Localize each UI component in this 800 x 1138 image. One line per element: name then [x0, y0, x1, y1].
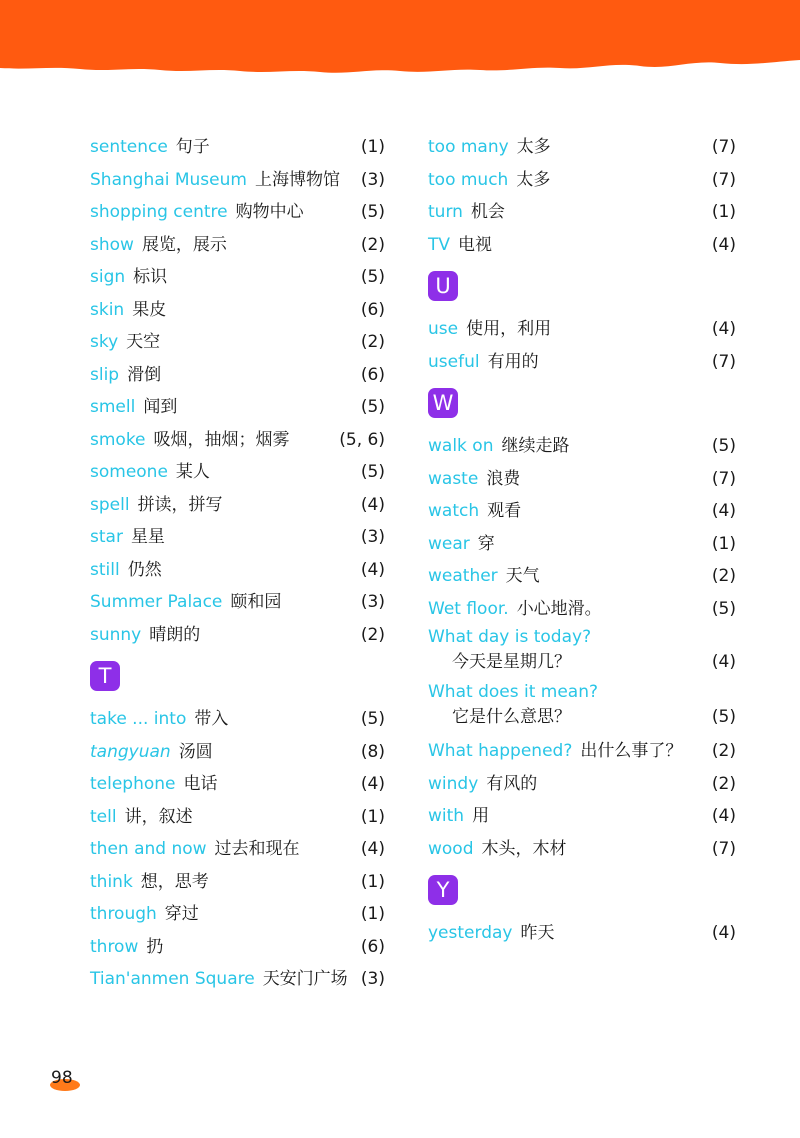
english-term: too much	[428, 169, 509, 190]
chinese-meaning: 机会	[470, 202, 505, 222]
chinese-meaning: 穿	[477, 533, 495, 554]
list-item	[428, 735, 736, 768]
chinese-meaning: 仍然	[127, 559, 162, 580]
chinese-meaning: 天空	[126, 332, 161, 352]
list-item	[90, 768, 385, 801]
chinese-meaning: 天安门广场	[262, 969, 348, 989]
chinese-meaning: 标识	[133, 267, 168, 287]
list-item	[90, 833, 385, 866]
chinese-meaning: 购物中心	[235, 202, 304, 222]
chinese-meaning: 拼读，拼写	[137, 494, 223, 515]
english-term: What day is today?	[428, 627, 592, 647]
chinese-meaning: 昨天	[520, 923, 555, 943]
list-item	[90, 963, 385, 996]
english-term: turn	[428, 202, 463, 222]
page-number	[49, 1064, 81, 1096]
english-term: wood	[428, 838, 474, 859]
left-column	[90, 131, 385, 996]
english-term: someone	[90, 462, 168, 482]
unit-ref: (2)	[360, 234, 385, 255]
unit-ref: (7)	[711, 468, 736, 489]
unit-ref: (2)	[711, 566, 736, 586]
unit-ref: (5)	[360, 397, 385, 417]
list-item	[428, 229, 736, 262]
unit-ref: (7)	[711, 169, 736, 190]
english-term: smell	[90, 397, 136, 417]
list-item	[428, 560, 736, 593]
list-item	[90, 736, 385, 769]
unit-ref: (5)	[711, 436, 736, 456]
letter-badge: W	[428, 388, 458, 418]
section-letter-t	[90, 651, 385, 703]
chinese-meaning: 电话	[183, 774, 218, 794]
english-term: yesterday	[428, 923, 513, 943]
unit-ref: (4)	[711, 501, 736, 521]
list-item	[90, 489, 385, 522]
english-term: Tian'anmen Square	[90, 969, 255, 989]
header-band	[0, 0, 800, 95]
list-item	[428, 430, 736, 463]
unit-ref: (5)	[360, 709, 385, 729]
unit-ref: (1)	[711, 533, 736, 554]
list-item	[90, 196, 385, 229]
list-item	[428, 196, 736, 229]
chinese-meaning: 使用，利用	[466, 319, 552, 339]
unit-ref: (4)	[360, 774, 385, 794]
english-term: through	[90, 904, 157, 924]
chinese-meaning: 继续走路	[501, 436, 570, 456]
right-column	[428, 131, 736, 950]
list-item	[428, 463, 736, 496]
unit-ref: (1)	[360, 871, 385, 892]
chinese-meaning: 穿过	[164, 904, 199, 924]
chinese-meaning: 小心地滑。	[516, 598, 602, 619]
english-term: tell	[90, 806, 117, 827]
unit-ref: (4)	[711, 319, 736, 339]
list-item	[428, 593, 736, 626]
list-item	[90, 326, 385, 359]
chinese-meaning: 闻到	[143, 397, 178, 417]
english-term: show	[90, 234, 134, 255]
list-item	[90, 131, 385, 164]
list-item	[90, 359, 385, 392]
chinese-meaning: 观看	[487, 501, 522, 521]
unit-ref: (5)	[360, 462, 385, 482]
english-term: TV	[428, 234, 451, 255]
unit-ref: (7)	[711, 351, 736, 372]
english-term: sign	[90, 267, 126, 287]
list-item	[90, 424, 385, 457]
letter-badge: T	[90, 661, 120, 691]
section-letter-u	[428, 261, 736, 313]
page-number-text: 98	[51, 1068, 73, 1088]
english-term: think	[90, 871, 133, 892]
list-item	[90, 898, 385, 931]
unit-ref: (7)	[711, 137, 736, 157]
list-item	[428, 917, 736, 950]
list-item	[90, 619, 385, 652]
list-item	[428, 346, 736, 379]
chinese-meaning: 电视	[458, 234, 493, 255]
unit-ref: (1)	[711, 202, 736, 222]
unit-ref: (1)	[360, 904, 385, 924]
unit-ref: (3)	[360, 969, 385, 989]
chinese-meaning: 句子	[175, 137, 210, 157]
section-letter-y	[428, 865, 736, 917]
english-term: What does it mean?	[428, 682, 599, 702]
chinese-meaning: 某人	[175, 462, 210, 482]
list-item	[90, 866, 385, 899]
english-term: with	[428, 806, 465, 826]
english-term: Shanghai Museum	[90, 169, 247, 190]
unit-ref: (5)	[360, 267, 385, 287]
unit-ref: (1)	[360, 137, 385, 157]
unit-ref: (5)	[360, 202, 385, 222]
unit-ref: (5)	[711, 598, 736, 619]
list-item	[90, 294, 385, 327]
unit-ref: (4)	[711, 923, 736, 943]
chinese-meaning: 太多	[516, 169, 551, 190]
english-term: Summer Palace	[90, 592, 223, 612]
list-item	[428, 164, 736, 197]
list-item	[90, 521, 385, 554]
list-item	[90, 456, 385, 489]
english-term: then and now	[90, 839, 207, 859]
unit-ref: (4)	[360, 559, 385, 580]
list-item	[90, 261, 385, 294]
unit-ref: (4)	[360, 839, 385, 859]
unit-ref: (2)	[711, 773, 736, 794]
chinese-meaning: 吸烟，抽烟；烟雾	[153, 429, 290, 450]
unit-ref: (3)	[360, 527, 385, 547]
letter-badge: Y	[428, 875, 458, 905]
chinese-meaning: 用	[472, 806, 490, 826]
unit-ref: (8)	[360, 741, 385, 762]
english-term: sky	[90, 332, 119, 352]
chinese-meaning: 颐和园	[230, 592, 282, 612]
list-item	[428, 680, 736, 735]
list-item	[90, 554, 385, 587]
chinese-meaning: 它是什么意思？	[452, 707, 571, 727]
chinese-meaning: 扔	[146, 936, 164, 957]
english-term: take ... into	[90, 709, 187, 729]
unit-ref: (2)	[360, 332, 385, 352]
unit-ref: (2)	[711, 741, 736, 761]
chinese-meaning: 星星	[130, 527, 165, 547]
unit-ref: (5, 6)	[339, 429, 385, 450]
unit-ref: (5)	[711, 707, 736, 727]
unit-ref: (4)	[711, 806, 736, 826]
chinese-meaning: 天气	[505, 566, 540, 586]
chinese-meaning: 滑倒	[127, 364, 162, 385]
english-term: slip	[90, 364, 120, 385]
english-term: sunny	[90, 624, 142, 645]
list-item	[428, 625, 736, 680]
english-term: windy	[428, 773, 479, 794]
list-item	[90, 801, 385, 834]
list-item	[90, 229, 385, 262]
english-term: sentence	[90, 137, 168, 157]
chinese-meaning: 晴朗的	[149, 624, 201, 645]
list-item	[428, 528, 736, 561]
letter-badge: U	[428, 271, 458, 301]
english-term: telephone	[90, 774, 176, 794]
english-term: walk on	[428, 436, 494, 456]
list-item	[90, 391, 385, 424]
chinese-meaning: 想，思考	[140, 871, 209, 892]
english-term: useful	[428, 351, 480, 372]
english-term: watch	[428, 501, 480, 521]
list-item	[428, 768, 736, 801]
chinese-meaning: 有用的	[487, 351, 539, 372]
list-item	[90, 164, 385, 197]
list-item	[428, 495, 736, 528]
english-term: star	[90, 527, 123, 547]
list-item	[428, 833, 736, 866]
chinese-meaning: 今天是星期几？	[452, 652, 571, 672]
english-term: smoke	[90, 429, 146, 450]
chinese-meaning: 木头，木材	[481, 838, 567, 859]
english-term: waste	[428, 468, 479, 489]
english-term: use	[428, 319, 459, 339]
unit-ref: (7)	[711, 838, 736, 859]
chinese-meaning: 汤圆	[178, 741, 213, 762]
english-term: What happened?	[428, 741, 573, 761]
list-item	[90, 703, 385, 736]
chinese-meaning: 果皮	[132, 299, 167, 320]
list-item	[428, 131, 736, 164]
chinese-meaning: 讲，叙述	[124, 806, 193, 827]
english-term: Wet floor.	[428, 598, 509, 619]
english-term: wear	[428, 533, 470, 554]
unit-ref: (1)	[360, 806, 385, 827]
english-term: weather	[428, 566, 498, 586]
chinese-meaning: 出什么事了？	[580, 741, 683, 761]
english-term: too many	[428, 137, 509, 157]
chinese-meaning: 上海博物馆	[254, 169, 340, 190]
unit-ref: (6)	[360, 364, 385, 385]
section-letter-w	[428, 378, 736, 430]
english-term: still	[90, 559, 120, 580]
chinese-meaning: 有风的	[486, 773, 538, 794]
unit-ref: (6)	[360, 936, 385, 957]
english-term: spell	[90, 494, 130, 515]
english-term: throw	[90, 936, 139, 957]
unit-ref: (2)	[360, 624, 385, 645]
english-term: skin	[90, 299, 125, 320]
unit-ref: (4)	[360, 494, 385, 515]
chinese-meaning: 展览，展示	[141, 234, 227, 255]
unit-ref: (6)	[360, 299, 385, 320]
list-item	[90, 931, 385, 964]
unit-ref: (4)	[711, 234, 736, 255]
list-item	[428, 800, 736, 833]
english-term: tangyuan	[90, 741, 171, 762]
list-item	[90, 586, 385, 619]
chinese-meaning: 带入	[194, 709, 229, 729]
unit-ref: (3)	[360, 592, 385, 612]
english-term: shopping centre	[90, 202, 228, 222]
unit-ref: (3)	[360, 169, 385, 190]
chinese-meaning: 太多	[516, 137, 551, 157]
list-item	[428, 313, 736, 346]
unit-ref: (4)	[711, 652, 736, 672]
chinese-meaning: 过去和现在	[214, 839, 300, 859]
chinese-meaning: 浪费	[486, 468, 521, 489]
